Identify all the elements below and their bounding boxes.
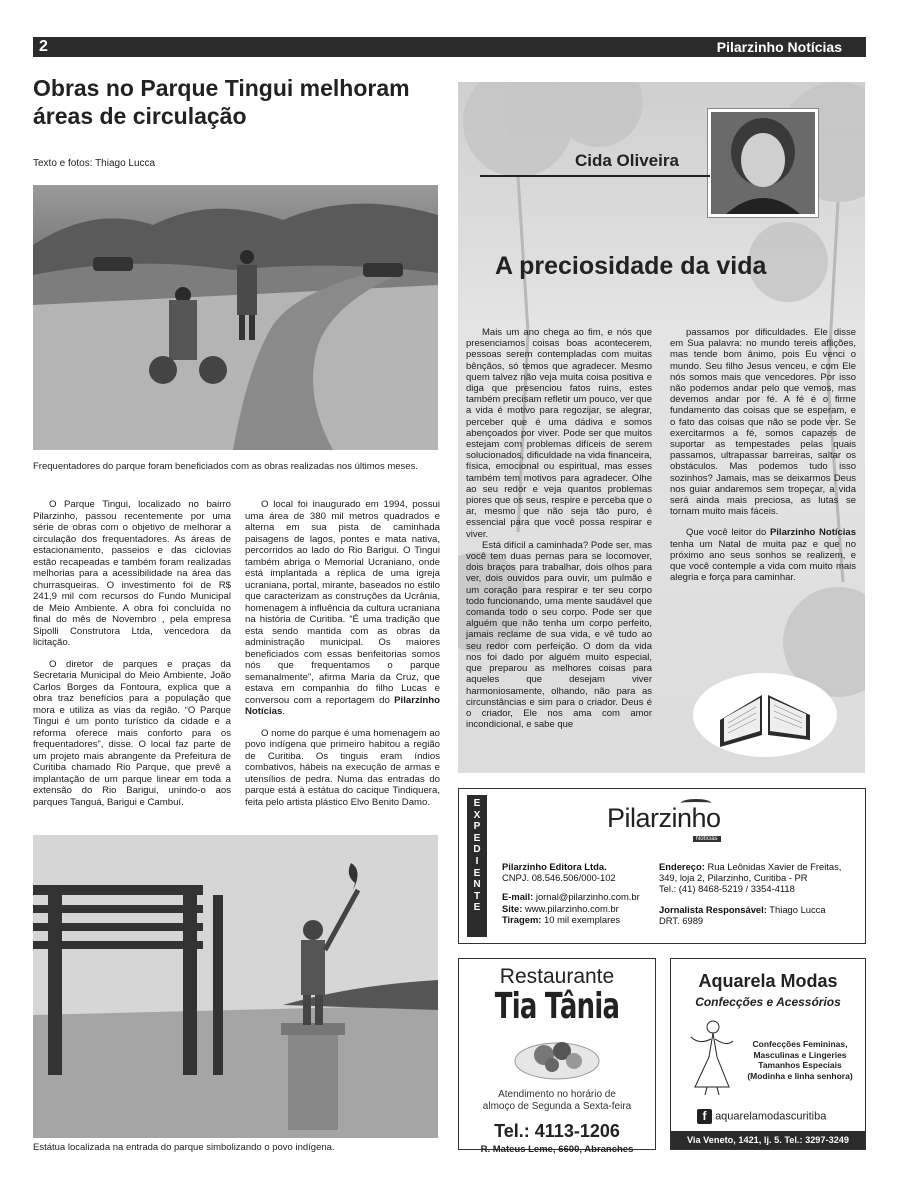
food-plate-image (512, 1029, 602, 1081)
article-column-1 (33, 499, 231, 818)
article-byline: Texto e fotos: Thiago Lucca (33, 158, 156, 169)
store-desc-line: Masculinas e Lingeries (753, 1049, 847, 1060)
expediente-company-block (502, 861, 677, 925)
page-header-bar (33, 37, 866, 57)
fashion-store-ad (670, 958, 866, 1150)
photo2-caption: Estátua localizada na entrada do parque simbolizando o povo indígena. (33, 1142, 335, 1153)
restaurant-name: Tia Tânia (494, 986, 620, 1027)
email-value: jornal@pilarzinho.com.br (535, 891, 640, 903)
tiragem-value: 10 mil exemplares (544, 913, 621, 925)
page-number: 2 (39, 38, 48, 55)
expediente-vertical-label (467, 795, 487, 937)
email-label: E-mail: (502, 891, 534, 903)
store-desc-line: Tamanhos Especiais (758, 1060, 842, 1070)
column-paragraph: Está difícil a caminhada? Pode ser, mas você tem duas pernas para se locomover, dois braços para trabalhar, dois olhos para ver, dois ouvidos para ouvir, um pulmão e um coração para respirar e ter seu corpo todo funcionando, uma mente saudável que comanda todo o seu corpo. Pode ser que alguém que não tenha um corpo perfeito, jamais reclame de sua vida, e vê tudo ao seu redor com perfeição. O dom da vida nos foi dado por alguém muito especial, que preparou as melhores coisas para aqueles que desejam viver harmoniosamente, olhando, não para as circunstâncias e sim para o criador. Deus é o criador, Ele nos ama com amor incondicional, e sabe que (466, 539, 652, 731)
author-underline (480, 175, 710, 177)
expediente-letter: E (473, 832, 481, 844)
address-label: Endereço: (659, 861, 705, 872)
food-plate-icon (512, 1029, 602, 1081)
article-paragraph: O Parque Tingui, localizado no bairro Pilarzinho, passou recentemente por uma série de obras com o objetivo de melhorar a circulação dos frequentadores. As áreas de estacionamento, passeios e das ciclovias estão recapeadas e também foram realizadas melhorias para a acessibilidade na área das churrasqueiras. O investimento foi de R$ 241,9 mil com recursos do Fundo Municipal de Meio Ambiente. A obra foi concluída no final do mês de Novembro , pela empresa Sipolli Construtora Ltda, vencedora da licitação. (33, 499, 231, 648)
facebook-icon: f (697, 1109, 712, 1124)
photo1-caption: Frequentadores do parque foram beneficiados com as obras realizadas nos últimos meses. (33, 461, 418, 472)
expediente-contact-block (659, 861, 859, 926)
site-label: Site: (502, 902, 523, 914)
facebook-line (697, 1109, 826, 1124)
park-path-photo (33, 185, 438, 450)
drt-value: DRT. 6989 (659, 914, 704, 926)
article-paragraph-end: . (282, 706, 285, 717)
fashion-figure-icon (681, 1017, 741, 1097)
tiragem-label: Tiragem: (502, 913, 542, 925)
park-path-image (33, 185, 438, 450)
column-paragraph-text: Que você leitor do (686, 527, 767, 539)
store-description (735, 1039, 865, 1081)
site-line (502, 903, 677, 914)
column-paragraph (670, 527, 856, 583)
restaurant-ad (458, 958, 656, 1155)
journalist-label: Jornalista Responsável: (659, 903, 767, 915)
journalist-value: Thiago Lucca (769, 903, 826, 915)
address-value: Rua Leônidas Xavier de Freitas, 349, loja 2, Pilarzinho, Curitiba - PR (659, 861, 842, 884)
address-line (659, 861, 859, 883)
bible-icon (690, 665, 840, 760)
company-cnpj: CNPJ. 08.546.506/000-102 (502, 872, 616, 884)
statue-photo (33, 835, 438, 1138)
logo-text: Pilarzinho (607, 803, 721, 833)
restaurant-address: R. Mateus Leme, 6600, Abranches (480, 1144, 634, 1155)
email-line (502, 891, 677, 902)
expediente-letter: E (473, 867, 481, 879)
phone-value: Tel.: (41) 8468-5219 / 3354-4118 (659, 883, 795, 895)
author-photo-image (711, 112, 815, 214)
expediente-letter: P (473, 821, 481, 833)
article-paragraph (245, 499, 440, 718)
publication-name: Pilarzinho Notícias (716, 39, 842, 55)
expediente-letter: N (473, 879, 481, 891)
bible-illustration (690, 665, 840, 760)
column-title: A preciosidade da vida (495, 252, 767, 280)
store-desc-line: (Modinha e linha senhora) (747, 1070, 853, 1081)
publication-mention: Pilarzinho Notícias (769, 527, 856, 539)
expediente-letter: E (473, 902, 481, 914)
article-paragraph: O nome do parque é uma homenagem ao povo indígena que primeiro habitou a região de Curitiba. Os tinguis eram índios combativos, hábeis na execução de armas e utensílios de pedra. Numa das entradas do parque está à estátua do cacique Tindiquera, feita pelo artista plástico Elvo Benito Damo. (245, 727, 440, 808)
site-value: www.pilarzinho.com.br (524, 902, 619, 914)
store-name: Aquarela Modas (698, 971, 838, 991)
store-address: Via Veneto, 1421, lj. 5. Tel.: 3297-3249 (671, 1131, 865, 1149)
facebook-handle: aquarelamodascuritiba (715, 1110, 827, 1123)
article-paragraph: O diretor de parques e praças da Secretaria Municipal do Meio Ambiente, João Carlos Borges da Fontoura, explica que a obra traz benefícios para a população que mora e utiliza as vias da região. “O Parque Tingui é um ponto turístico da cidade e a reforma oferece mais conforto para os frequentadores”, disse. O local faz parte de um projeto mais abrangente da Prefeitura de Curitiba chamado Rio Parque, que prevê a implantação de um parque linear em toda a extensão do Rio Barigui, unindo-o aos parques Tanguá, Barigui e Cambuí. (33, 658, 231, 808)
statue-image (33, 835, 438, 1138)
column-paragraph-text: tenha um Natal de muita paz e que no próximo ano seus sonhos se realizem, e que você contemple a vida com muito mais alegria e força para caminhar. (670, 538, 856, 584)
expediente-letter: E (473, 798, 481, 809)
article-title: Obras no Parque Tingui melhoram áreas de circulação (33, 75, 410, 129)
column-paragraph: Mais um ano chega ao fim, e nós que presenciamos coisas boas acontecerem, pessoas serem contempladas com muitas bênçãos, só temos que agradecer. Mesmo quem talvez não veja muita coisa positiva e diga que presenciou fatos ruins, estes também precisam refletir um pouco, ver que a vida é motivo para regozijar, se alegrar, perceber que é uma dádiva e somos abençoados por viver. Pode ser que muitos estejam com problemas difíceis de serem solucionados, dificuldade na vida financeira, física, emocional ou espiritual, mas esses também tem motivos para agradecer. Olhe ao seu redor e veja quantos problemas piores que os seus, respire e perceba que o ar, mesmo que não seja tão puro, é essencial para que você possa respirar e viver. (466, 327, 652, 540)
pilarzinho-logo (607, 803, 721, 842)
expediente-letter: T (473, 890, 481, 902)
column-author: Cida Oliveira (575, 151, 679, 170)
expediente-letter: X (473, 809, 481, 821)
column-text-1 (466, 327, 652, 740)
restaurant-label: Restaurante (499, 965, 615, 988)
logo-subtext: Notícias (693, 836, 721, 842)
restaurant-hours: Atendimento no horário de almoço de Segunda a Sexta-feira (482, 1089, 632, 1112)
publication-mention: Pilarzinho Notícias (245, 694, 440, 717)
journalist-line (659, 904, 859, 915)
store-tagline: Confecções e Acessórios (695, 995, 841, 1009)
fashion-figure-image (681, 1017, 741, 1097)
column-paragraph: passamos por dificuldades. Ele disse em Sua palavra: no mundo tereis aflições, mas tende bom ânimo, pois Eu venci o mundo. Seu filho Jesus venceu, e com Ele nós somos mais que vencedores. Por isso não podemos andar pelo que vemos, mas devemos andar por fé. A fé é o firme fundamento das coisas que se esperam, e o fato das coisas que não se pode ver. Se exercitarmos a fé, somos capazes de suportar as tempestades pelas quais passamos, ultrapassar barreiras, saltar os obstáculos. Mas podemos tudo isso sozinhos? Jamais, mas se deixarmos Deus nos guiar andaremos sem tropeçar, a vida será ainda mais preciosa, as lutas se tornam muito mais fáceis. (670, 327, 856, 518)
expediente-letter: I (475, 855, 479, 867)
expediente-box (458, 788, 866, 944)
store-desc-line: Confecções Femininas, (752, 1039, 848, 1049)
restaurant-phone: Tel.: 4113-1206 (494, 1121, 620, 1141)
tiragem-line (502, 914, 677, 925)
logo-swoosh (681, 799, 711, 807)
article-column-2 (245, 499, 440, 818)
company-name: Pilarzinho Editora Ltda. (502, 861, 607, 872)
column-text-2 (670, 327, 856, 593)
author-portrait (707, 108, 819, 218)
article-paragraph-text: O local foi inaugurado em 1994, possui uma área de 380 mil metros quadrados e alterna em sua pista de caminhada paisagens de lagos, pontes e mata nativa, percorridos ao lado do Rio Barigui. O Tingui também abriga o Memorial Ucraniano, onde está implantada a réplica de uma igreja ucraniana, portal, mirante, baseados no estilo que caracterizam as construções da Ucrânia, homenagem à influência da cultura ucraniana na história de Curitiba. “É uma tradição que esta sendo mantida com as obras da administração municipal. Os maiores beneficiados com essas benfeitorias somos nós que frequentamos o parque semanalmente”, afirma Maria da Cruz, que estava em companhia do filho Lucas e conversou com a reportagem do (245, 499, 440, 706)
expediente-letter: D (473, 844, 481, 856)
